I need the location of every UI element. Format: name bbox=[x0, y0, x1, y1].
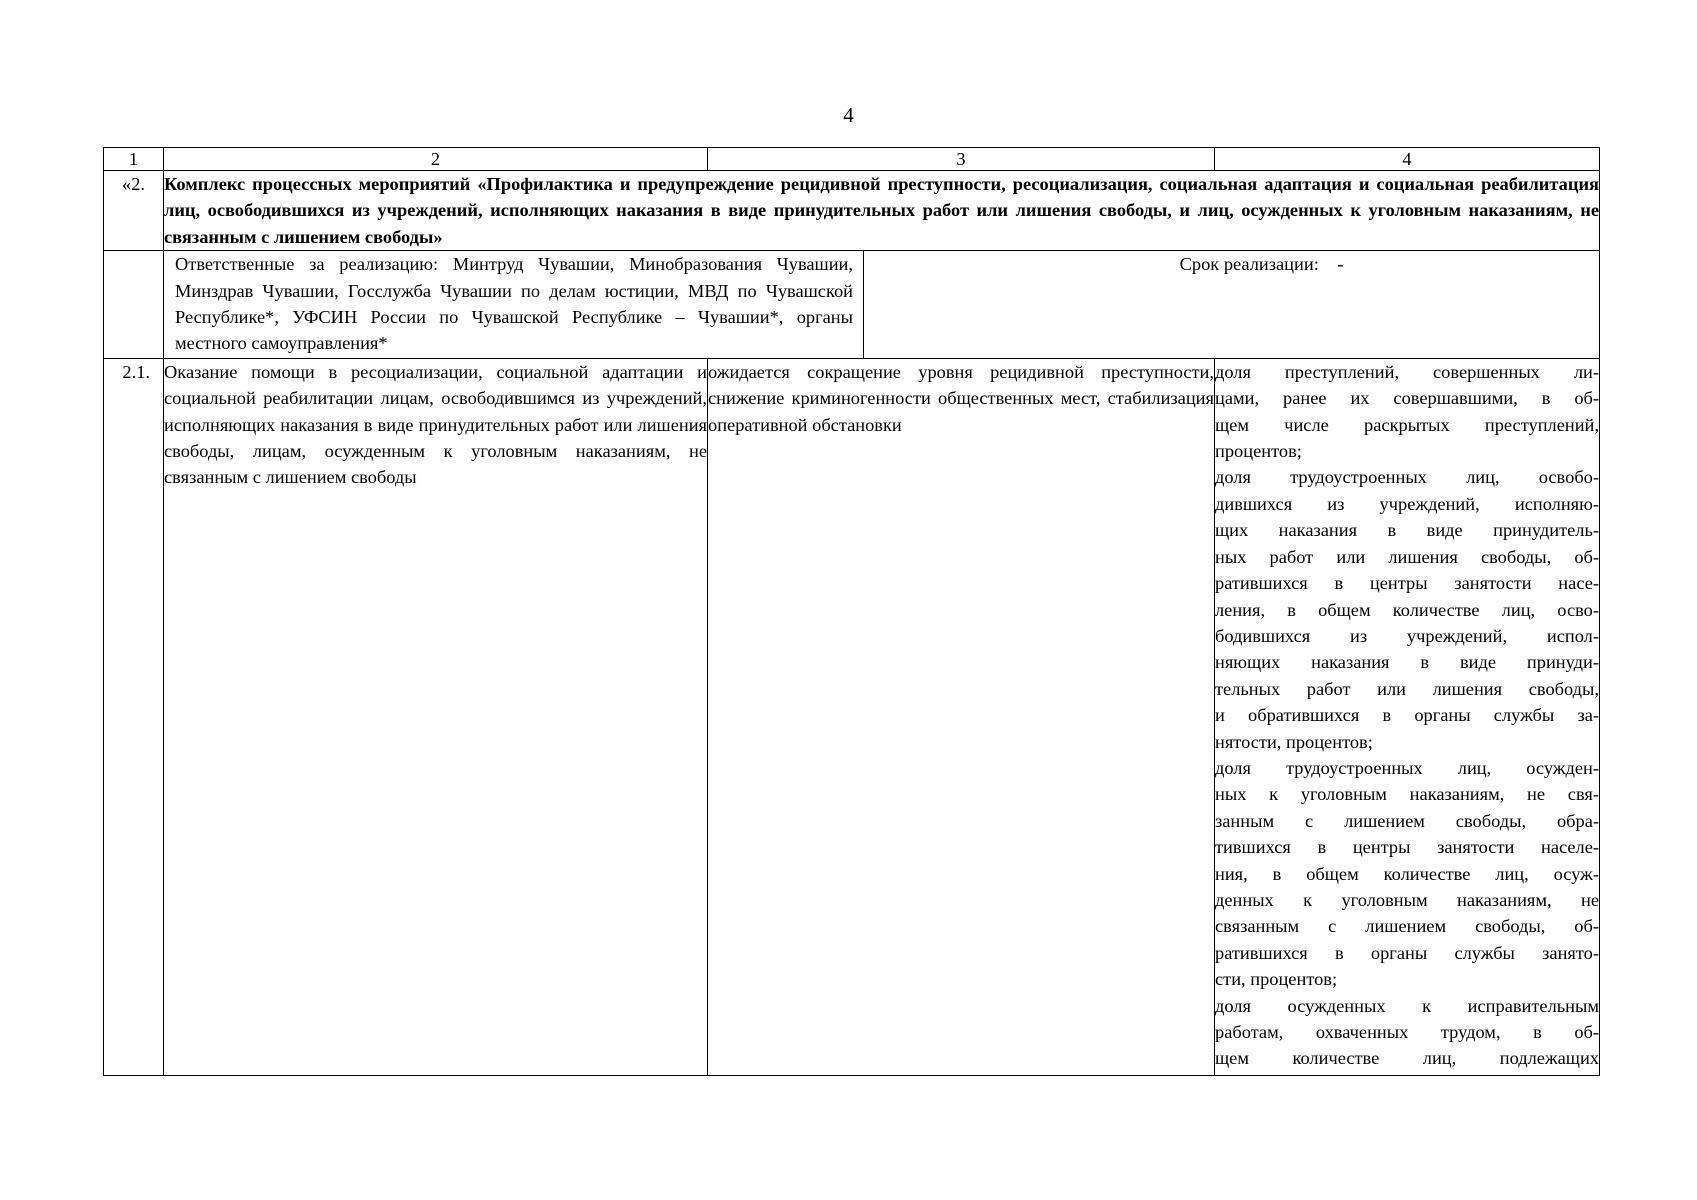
indicator-line: ных к уголовным наказаниям, не свя- bbox=[1215, 784, 1599, 805]
indicator-line: дившихся из учреждений, исполняю- bbox=[1215, 493, 1599, 514]
indicator-line: ратившихся в центры занятости насе- bbox=[1215, 573, 1599, 594]
indicator-line: тившихся в центры занятости населе- bbox=[1215, 837, 1599, 858]
indicator-line: ных работ или лишения свободы, об- bbox=[1215, 546, 1599, 567]
indicator-line: тельных работ или лишения свободы, bbox=[1215, 678, 1599, 699]
indicator-line: ния, в общем количестве лиц, осуж- bbox=[1215, 863, 1599, 884]
indicator-line: ления, в общем количестве лиц, осво- bbox=[1215, 599, 1599, 620]
indicator-list bbox=[1215, 359, 1599, 1072]
complex-number: «2. bbox=[104, 171, 164, 251]
indicator-line: щем числе раскрытых преступлений, bbox=[1215, 414, 1599, 435]
indicator-line: процентов; bbox=[1215, 441, 1302, 462]
complex-row bbox=[104, 171, 1600, 251]
complex-title: Комплекс процессных мероприятий «Профилактика и предупреждение рецидивной преступности, ресоциализация, социальная адаптация и социальная реабилитация лиц, освободившихся из учреждений, исполняющих наказания в виде принудительных работ или лишения свободы, и лиц, осужденных к уголовным наказаниям, не связанным с лишением свободы» bbox=[164, 171, 1600, 251]
page-number: 4 bbox=[843, 103, 854, 127]
indicator-line: бодившихся из учреждений, испол- bbox=[1215, 625, 1599, 646]
responsible-row bbox=[104, 251, 1600, 359]
indicator-line: щем количестве лиц, подлежащих bbox=[1215, 1048, 1599, 1069]
task-indicators bbox=[1215, 358, 1600, 1075]
indicator-line: связанным с лишением свободы, об- bbox=[1215, 916, 1599, 937]
indicator-line: денных к уголовным наказаниям, не bbox=[1215, 889, 1599, 910]
indicator-line: доля осужденных к исправительным bbox=[1215, 995, 1599, 1016]
term-block bbox=[864, 251, 1599, 358]
indicator-line: нятости, процентов; bbox=[1215, 731, 1373, 752]
indicator-line: ратившихся в органы службы занято- bbox=[1215, 942, 1599, 963]
task-description: Оказание помощи в ресоциализации, социальной адаптации и социальной реабилитации лицам, освободившимся из учреждений, исполняющих наказания в виде принудительных работ или лишения свободы, лицам, осужденным к уголовным наказаниям, не связанным с лишением свободы bbox=[164, 358, 708, 1075]
indicator-line: цами, ранее их совершавшими, в об- bbox=[1215, 388, 1599, 409]
indicator-line: сти, процентов; bbox=[1215, 969, 1338, 990]
term-label: Срок реализации: bbox=[1179, 254, 1319, 275]
responsible-text: Ответственные за реализацию: Минтруд Чувашии, Минобразования Чувашии, Минздрав Чувашии, Госслужба Чувашии по делам юстиции, МВД по Чувашской Республике*, УФСИН России по Чувашской Республике – Чувашии*, органы местного самоуправления* bbox=[164, 251, 864, 358]
task-row bbox=[104, 358, 1600, 1075]
column-number: 1 bbox=[104, 148, 164, 171]
indicator-line: доля трудоустроенных лиц, освобо- bbox=[1215, 467, 1599, 488]
indicator-line: занным с лишением свободы, обра- bbox=[1215, 810, 1599, 831]
term-value: - bbox=[1337, 254, 1344, 275]
program-table bbox=[103, 147, 1600, 1076]
indicator-line: доля трудоустроенных лиц, осужден- bbox=[1215, 757, 1599, 778]
indicator-line: и обратившихся в органы службы за- bbox=[1215, 705, 1599, 726]
indicator-line: няющих наказания в виде принуди- bbox=[1215, 652, 1599, 673]
task-result: ожидается сокращение уровня рецидивной преступности, снижение криминогенности общественных мест, стабилизация оперативной обстановки bbox=[708, 358, 1215, 1075]
column-number: 3 bbox=[708, 148, 1215, 171]
column-number: 2 bbox=[164, 148, 708, 171]
column-number: 4 bbox=[1215, 148, 1600, 171]
responsible-cell bbox=[164, 251, 1600, 359]
indicator-line: доля преступлений, совершенных ли- bbox=[1215, 361, 1599, 382]
column-number-row bbox=[104, 148, 1600, 171]
empty-number-cell bbox=[104, 251, 164, 359]
indicator-line: работам, охваченных трудом, в об- bbox=[1215, 1022, 1599, 1042]
task-number: 2.1. bbox=[104, 358, 164, 1075]
indicator-line: щих наказания в виде принудитель- bbox=[1215, 520, 1599, 541]
